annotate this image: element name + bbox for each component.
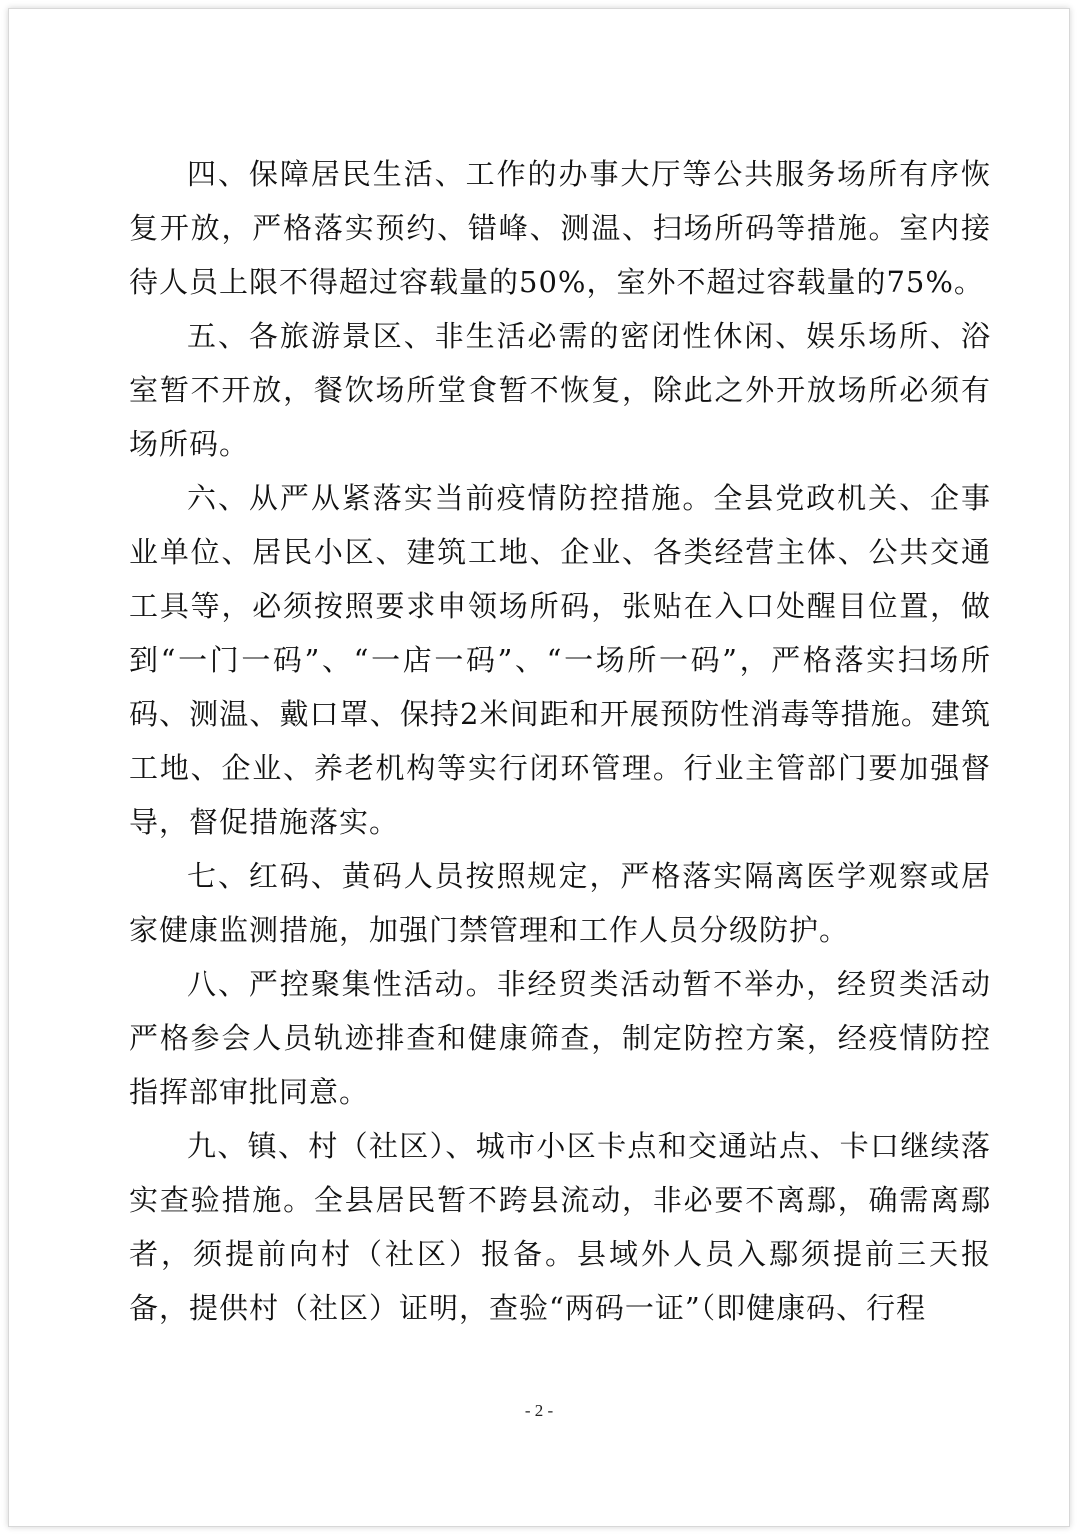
paragraph-5: 五、各旅游景区、非生活必需的密闭性休闲、娱乐场所、浴室暂不开放，餐饮场所堂食暂不恢复，除此之外开放场所必须有场所码。 [129, 319, 991, 461]
paragraph-6: 六、从严从紧落实当前疫情防控措施。全县党政机关、企事业单位、居民小区、建筑工地、企业、各类经营主体、公共交通工具等，必须按照要求申领场所码，张贴在入口处醒目位置，做到“一门一码”、“一店一码”、“一场所一码”，严格落实扫场所码、测温、戴口罩、保持2米间距和开展预防性消毒等措施。建筑工地、企业、养老机构等实行闭环管理。行业主管部门要加强督导，督促措施落实。 [129, 481, 991, 839]
page-number: - 2 - [524, 1401, 554, 1420]
document-body [129, 147, 991, 1335]
paragraph-9: 九、镇、村（社区）、城市小区卡点和交通站点、卡口继续落实查验措施。全县居民暂不跨县流动，非必要不离鄢，确需离鄢者，须提前向村（社区）报备。县域外人员入鄢须提前三天报备，提供村（社区）证明，查验“两码一证”（即健康码、行程 [129, 1129, 991, 1325]
paragraph-4: 四、保障居民生活、工作的办事大厅等公共服务场所有序恢复开放，严格落实预约、错峰、测温、扫场所码等措施。室内接待人员上限不得超过容载量的50%，室外不超过容载量的75%。 [129, 157, 991, 299]
paragraph-7: 七、红码、黄码人员按照规定，严格落实隔离医学观察或居家健康监测措施，加强门禁管理和工作人员分级防护。 [129, 859, 991, 947]
document-page [8, 8, 1070, 1527]
paragraph-8: 八、严控聚集性活动。非经贸类活动暂不举办，经贸类活动严格参会人员轨迹排查和健康筛查，制定防控方案，经疫情防控指挥部审批同意。 [129, 967, 991, 1109]
